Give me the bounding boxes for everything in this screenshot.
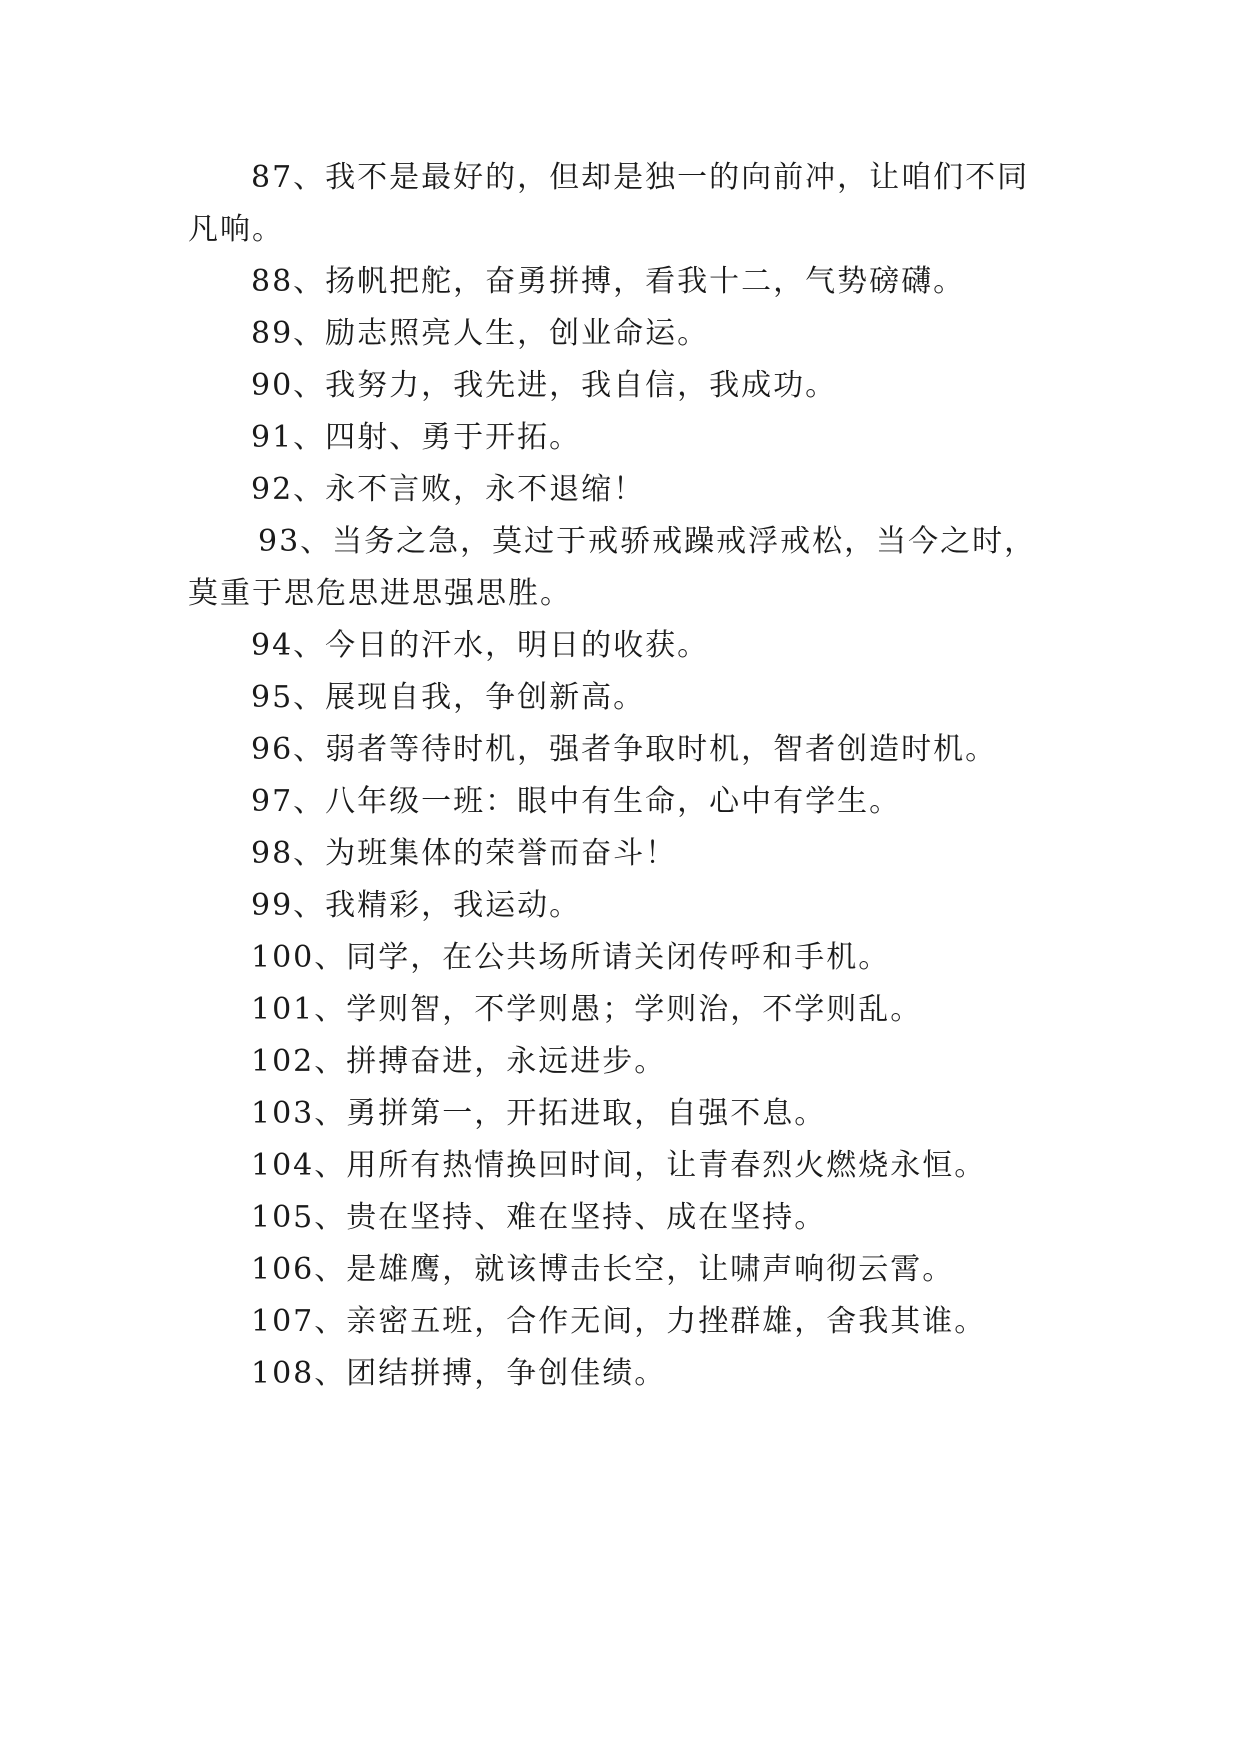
list-item-91: 91、四射、勇于开拓。 [251, 420, 582, 455]
list-item-102: 102、拼搏奋进，永远进步。 [251, 1044, 667, 1079]
list-item-106: 106、是雄鹰，就该博击长空，让啸声响彻云霄。 [251, 1252, 955, 1287]
list-item-103: 103、勇拼第一，开拓进取，自强不息。 [251, 1096, 827, 1131]
list-item-92: 92、永不言败，永不退缩！ [251, 472, 646, 507]
list-item-94: 94、今日的汗水，明日的收获。 [251, 628, 710, 663]
list-item-108: 108、团结拼搏，争创佳绩。 [251, 1356, 667, 1391]
list-item-96: 96、弱者等待时机，强者争取时机，智者创造时机。 [251, 732, 998, 767]
list-item-98: 98、为班集体的荣誉而奋斗！ [251, 836, 678, 871]
list-item-87-line-1: 87、我不是最好的，但却是独一的向前冲，让咱们不同 [251, 160, 1030, 195]
list-item-95: 95、展现自我，争创新高。 [251, 680, 646, 715]
list-item-87-line-2: 凡响。 [188, 212, 284, 247]
list-item-101: 101、学则智，不学则愚；学则治，不学则乱。 [251, 992, 923, 1027]
list-item-100: 100、同学，在公共场所请关闭传呼和手机。 [251, 940, 891, 975]
list-item-99: 99、我精彩，我运动。 [251, 888, 582, 923]
list-item-97: 97、八年级一班：眼中有生命，心中有学生。 [251, 784, 902, 819]
list-item-107: 107、亲密五班，合作无间，力挫群雄，舍我其谁。 [251, 1304, 987, 1339]
list-item-105: 105、贵在坚持、难在坚持、成在坚持。 [251, 1200, 827, 1235]
list-item-88: 88、扬帆把舵，奋勇拼搏，看我十二，气势磅礴。 [251, 264, 966, 299]
list-item-93-line-2: 莫重于思危思进思强思胜。 [188, 576, 572, 611]
list-item-89: 89、励志照亮人生，创业命运。 [251, 316, 710, 351]
list-item-104: 104、用所有热情换回时间，让青春烈火燃烧永恒。 [251, 1148, 987, 1183]
list-item-90: 90、我努力，我先进，我自信，我成功。 [251, 368, 838, 403]
list-item-93-line-1: 93、当务之急，莫过于戒骄戒躁戒浮戒松，当今之时， [258, 524, 1037, 559]
